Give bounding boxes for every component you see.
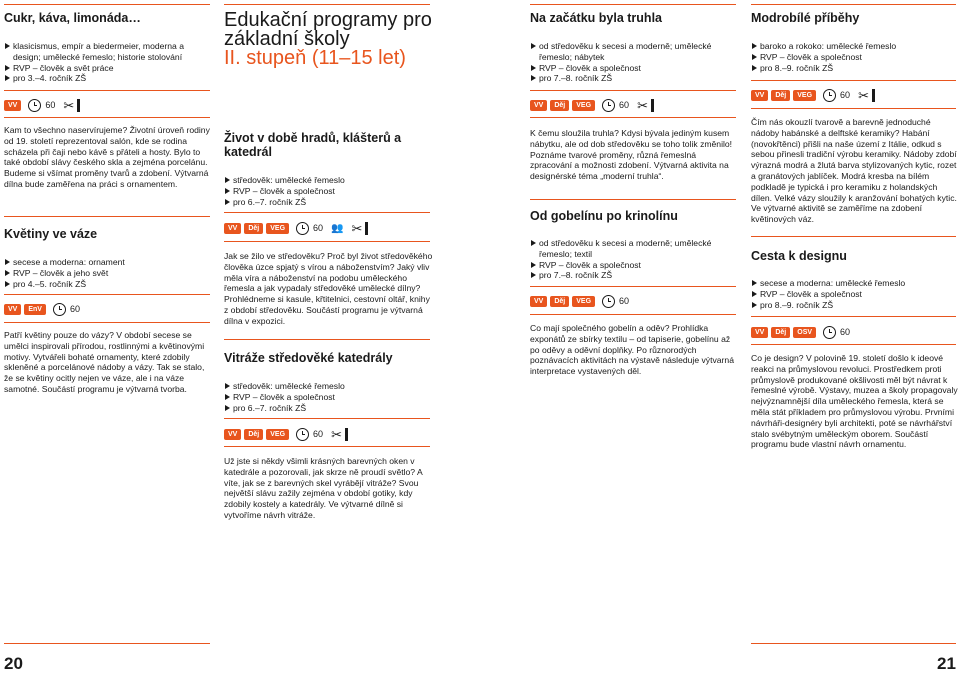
- page-number: 20: [4, 654, 23, 673]
- list-item: středověk: umělecké řemeslo: [224, 381, 434, 392]
- list-item: RVP – člověk a společnost: [530, 63, 740, 74]
- subject-tag: VV: [530, 296, 547, 307]
- section-heading: Květiny ve váze: [4, 227, 98, 241]
- topic-list: [751, 278, 960, 310]
- subject-tag: Děj: [550, 100, 569, 111]
- list-item: pro 3.–4. ročník ZŠ: [4, 73, 214, 84]
- clock-icon: [602, 295, 615, 308]
- subject-tag: VV: [224, 429, 241, 440]
- rule: [224, 339, 430, 340]
- program-tags: [751, 325, 858, 339]
- scissors-icon: ✂: [351, 220, 363, 236]
- list-item: RVP – člověk a společnost: [751, 52, 960, 63]
- list-item: secese a moderna: umělecké řemeslo: [751, 278, 960, 289]
- rule: [530, 117, 736, 118]
- program-tags: [224, 427, 348, 441]
- rule: [751, 344, 956, 345]
- subject-tag: Děj: [244, 223, 263, 234]
- rule: [530, 314, 736, 315]
- brush-icon: [365, 222, 368, 235]
- topic-list: [224, 175, 434, 207]
- list-item: pro 7.–8. ročník ZŠ: [530, 73, 740, 84]
- subject-tag: Děj: [771, 327, 790, 338]
- subject-tag: Děj: [244, 429, 263, 440]
- program-tags: [4, 302, 88, 316]
- subject-tag: VEG: [266, 223, 289, 234]
- subject-tag: VV: [751, 90, 768, 101]
- rule: [4, 294, 210, 295]
- subject-tag: OSV: [793, 327, 816, 338]
- scissors-icon: ✂: [63, 97, 75, 113]
- subject-tag: VEG: [793, 90, 816, 101]
- program-tags: [224, 221, 368, 235]
- rule: [530, 286, 736, 287]
- section-heading: Modrobílé příběhy: [751, 11, 860, 25]
- topic-list: [4, 41, 214, 84]
- rule: [224, 446, 430, 447]
- subject-tag: Děj: [771, 90, 790, 101]
- group-icon: 👥: [331, 222, 344, 234]
- duration-label: 60: [619, 100, 630, 110]
- list-item: pro 8.–9. ročník ZŠ: [751, 63, 960, 74]
- list-item: RVP – člověk a svět práce: [4, 63, 214, 74]
- rule: [751, 108, 956, 109]
- page-title: [224, 11, 444, 68]
- section-heading: Cukr, káva, limonáda…: [4, 11, 141, 25]
- duration-label: 60: [313, 429, 324, 439]
- clock-icon: [28, 99, 41, 112]
- subject-tag: Děj: [550, 296, 569, 307]
- clock-icon: [296, 222, 309, 235]
- list-item: pro 6.–7. ročník ZŠ: [224, 197, 434, 208]
- program-description: Patří květiny pouze do vázy? V období secese se umělci inspirovali přírodou, rostlinnými a květinovými motivy. Vytvářeli bohaté ornamenty, které zdobily skleněné a porcelánové nádoby a vázy. Tak se stalo, že se květiny ocitly nejen ve váze, ale i na váze samotné. Součástí programu je výtvarná tvorba.: [4, 330, 205, 394]
- rule: [751, 80, 956, 81]
- list-item: pro 8.–9. ročník ZŠ: [751, 300, 960, 311]
- title-subtitle: II. stupeň (11–15 let): [224, 47, 406, 69]
- duration-label: 60: [619, 296, 630, 306]
- program-tags: [530, 294, 637, 308]
- rule: [4, 322, 210, 323]
- program-tags: [4, 98, 80, 112]
- subject-tag: VV: [224, 223, 241, 234]
- clock-icon: [53, 303, 66, 316]
- top-rule: [751, 4, 956, 5]
- clock-icon: [823, 326, 836, 339]
- scissors-icon: ✂: [637, 97, 648, 113]
- subject-tag: VEG: [572, 100, 595, 111]
- list-item: RVP – člověk a společnost: [530, 260, 740, 271]
- bottom-rule: [751, 643, 956, 644]
- subject-tag: VV: [4, 304, 21, 315]
- list-item: RVP – člověk a společnost: [224, 392, 434, 403]
- list-item: pro 4.–5. ročník ZŠ: [4, 279, 214, 290]
- rule: [224, 418, 430, 419]
- subject-tag: VEG: [266, 429, 289, 440]
- scissors-icon: ✂: [858, 87, 869, 103]
- rule: [751, 316, 956, 317]
- list-item: pro 7.–8. ročník ZŠ: [530, 270, 740, 281]
- list-item: secese a moderna: ornament: [4, 257, 214, 268]
- program-description: Co mají společného gobelín a oděv? Prohlídka exponátů ze sbírky textilu – od tapiserie, gobelínu až po oděvy a oděvní doplňky. Po různorodých poznávacích aktivitách na výstavě následuje výtvarná interpretace vystavených děl.: [530, 323, 734, 377]
- section-heading: Cesta k designu: [751, 249, 847, 263]
- brush-icon: [345, 428, 348, 441]
- topic-list: [530, 41, 740, 84]
- rule: [4, 90, 210, 91]
- section-heading: Život v době hradů, klášterů a katedrál: [224, 131, 402, 159]
- duration-label: 60: [69, 304, 80, 314]
- program-tags: [530, 98, 654, 112]
- program-tags: [751, 88, 875, 102]
- rule: [4, 117, 210, 118]
- list-item: RVP – člověk a společnost: [751, 289, 960, 300]
- duration-label: 60: [840, 327, 851, 337]
- duration-label: 60: [840, 90, 851, 100]
- top-rule: [530, 4, 736, 5]
- clock-icon: [296, 428, 309, 441]
- subject-tag: EnV: [24, 304, 46, 315]
- list-item: RVP – člověk a společnost: [224, 186, 434, 197]
- title-line: Edukační programy pro: [224, 9, 432, 31]
- list-item: pro 6.–7. ročník ZŠ: [224, 403, 434, 414]
- program-description: Jak se žilo ve středověku? Proč byl život středověkého člověka úzce spjatý s vírou a náboženstvím? Jaký vliv měla víra a náboženství na podobu uměleckého řemesla a jak vypadaly středověké umělecké dílny? Prohlédneme si kasule, křtitelnici, cestovní oltář, knihy z období středověku. Součástí programu je výtvarná dílna v expozici.: [224, 251, 433, 326]
- page-number: 21: [937, 654, 956, 673]
- subject-tag: VEG: [572, 296, 595, 307]
- rule: [530, 199, 736, 200]
- list-item: středověk: umělecké řemeslo: [224, 175, 434, 186]
- subject-tag: VV: [4, 100, 21, 111]
- duration-label: 60: [313, 223, 324, 233]
- list-item: klasicismus, empír a biedermeier, moderna a design; umělecké řemeslo; historie stolování: [4, 41, 214, 63]
- list-item: od středověku k secesi a moderně; umělecké řemeslo; textil: [530, 238, 740, 260]
- section-heading: Na začátku byla truhla: [530, 11, 662, 25]
- topic-list: [224, 381, 434, 413]
- brush-icon: [651, 99, 654, 112]
- topic-list: [751, 41, 960, 73]
- subject-tag: VV: [751, 327, 768, 338]
- program-description: Kam to všechno naservírujeme? Životní úroveň rodiny od 19. století reprezentoval salón, kde se rodina scházela při čaji nebo kávě s přáteli a hosty. Bylo to také období slávy českého skla a zejména porcelánu. Budeme si všímat proměny tvarů a zdobení. Výtvarná dílna bude zaměřena na práci s ornamentem.: [4, 125, 210, 189]
- brush-icon: [872, 89, 875, 102]
- duration-label: 60: [45, 100, 56, 110]
- list-item: RVP – člověk a jeho svět: [4, 268, 214, 279]
- scissors-icon: ✂: [331, 426, 342, 442]
- clock-icon: [823, 89, 836, 102]
- program-description: Čím nás okouzlí tvarově a barevně jednoduché nádoby habánské a delftské keramiky? Habání (novokřtěnci) přišli na naše území z Itálie, odkud s sebou přinesli tradiční výrobu keramiky. Nádoby zdobí výrazná modrá a žlutá barva stylizovaných kytic, rozet a granátových jablíček. Modrá kresba na bílém podkladě je typická i pro keramiku z holandských dílen. Velké vázy sloužily k aranžování bohatých kytic. Ve výtvarné aktivitě se zaměříme na zdobení květinových váz.: [751, 117, 957, 225]
- top-rule: [4, 4, 210, 5]
- rule: [224, 241, 430, 242]
- topic-list: [530, 238, 740, 281]
- list-item: baroko a rokoko: umělecké řemeslo: [751, 41, 960, 52]
- rule: [224, 212, 430, 213]
- program-description: Už jste si někdy všimli krásných barevných oken v katedrále a pozorovali, jak skrze ně proudí světlo? A víte, jak se z barevných skel vyrábějí vitráže? Svou největší slávu zažily zejména v období gotiky, kdy zdobily kostely a katedrály. Ve výtvarné dílně si vytvoříme návrh vitráže.: [224, 456, 423, 520]
- section-heading: Od gobelínu po krinolínu: [530, 209, 678, 223]
- rule: [4, 216, 210, 217]
- program-description: K čemu sloužila truhla? Kdysi bývala jediným kusem nábytku, ale od dob středověku se toho tolik změnilo! Poznáme tvarové proměny, různá řemeslná zpracování a možnosti zdobení. Výtvarná aktivita na designérské téma „moderní truhla“.: [530, 128, 733, 182]
- rule: [751, 236, 956, 237]
- bottom-rule: [4, 643, 210, 644]
- brush-icon: [77, 99, 80, 112]
- subject-tag: VV: [530, 100, 547, 111]
- rule: [530, 90, 736, 91]
- clock-icon: [602, 99, 615, 112]
- topic-list: [4, 257, 214, 289]
- title-line: základní školy: [224, 28, 350, 50]
- list-item: od středověku k secesi a moderně; umělecké řemeslo; nábytek: [530, 41, 740, 63]
- program-description: Co je design? V polovině 19. století došlo k ideové reakci na průmyslovou revoluci. Prostředkem proti průmyslově produkované okšlivosti měl být návrat k řemeslné výrobě. Výstavy, muzea a školy propagovaly nejvýznamnější díla uměleckého řemesla, která se měla stát příkladem pro průmyslovou výrobu. Prvními návrháři-designéry byli architekti, poté se návrhářství stalo svébytným uměleckým oborem. Součástí programu bude vlastní návrh ornamentu.: [751, 353, 958, 450]
- section-heading: Vitráže středověké katedrály: [224, 351, 393, 365]
- top-rule: [224, 4, 430, 5]
